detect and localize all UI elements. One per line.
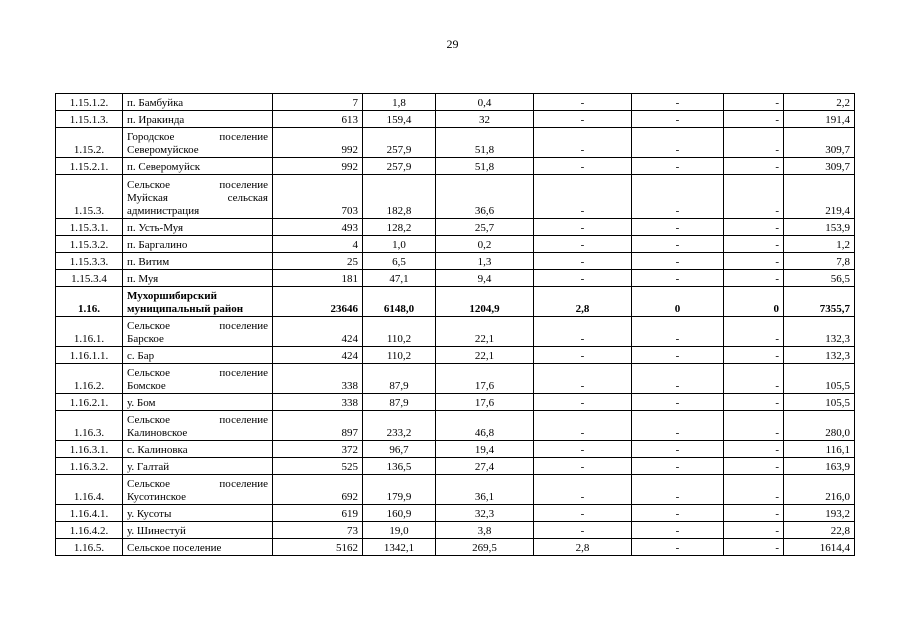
cell-col1: 424: [273, 347, 363, 364]
cell-name: [123, 287, 273, 317]
cell-code: 1.15.2.: [56, 128, 123, 158]
cell-name: [123, 394, 273, 411]
cell-col2: 47,1: [363, 270, 436, 287]
cell-name: [123, 522, 273, 539]
cell-col6: -: [724, 411, 784, 441]
name-line: п. Муя: [127, 273, 159, 285]
name-line: у. Бом: [127, 397, 156, 409]
cell-name: [123, 175, 273, 219]
cell-col3: 51,8: [436, 128, 534, 158]
cell-col4: -: [534, 175, 632, 219]
name-line: у. Кусоты: [127, 508, 172, 520]
cell-col5: -: [632, 270, 724, 287]
cell-col1: 692: [273, 475, 363, 505]
cell-code: 1.16.4.1.: [56, 505, 123, 522]
cell-col2: 96,7: [363, 441, 436, 458]
table-row: [56, 364, 855, 394]
cell-code: 1.15.1.2.: [56, 94, 123, 111]
cell-col6: -: [724, 539, 784, 556]
cell-col4: -: [534, 441, 632, 458]
cell-col4: -: [534, 347, 632, 364]
table-row: [56, 94, 855, 111]
cell-col2: 6,5: [363, 253, 436, 270]
name-line: Барское: [127, 333, 164, 345]
name-line: с. Бар: [127, 350, 155, 362]
cell-col1: 4: [273, 236, 363, 253]
cell-col7: 309,7: [784, 158, 855, 175]
cell-col4: -: [534, 219, 632, 236]
cell-col7: 163,9: [784, 458, 855, 475]
cell-col1: 73: [273, 522, 363, 539]
cell-code: 1.15.3.4: [56, 270, 123, 287]
cell-col1: 992: [273, 128, 363, 158]
cell-name: [123, 347, 273, 364]
cell-col3: 9,4: [436, 270, 534, 287]
cell-col3: 46,8: [436, 411, 534, 441]
cell-col2: 136,5: [363, 458, 436, 475]
cell-code: 1.16.3.: [56, 411, 123, 441]
table-row: [56, 522, 855, 539]
cell-col7: 1,2: [784, 236, 855, 253]
cell-col3: 51,8: [436, 158, 534, 175]
cell-col2: 19,0: [363, 522, 436, 539]
page-number: 29: [446, 37, 459, 51]
cell-col5: -: [632, 475, 724, 505]
cell-code: 1.16.3.1.: [56, 441, 123, 458]
cell-col3: 22,1: [436, 347, 534, 364]
cell-col2: 6148,0: [363, 287, 436, 317]
cell-name: [123, 253, 273, 270]
cell-col3: 0,2: [436, 236, 534, 253]
cell-col1: 703: [273, 175, 363, 219]
cell-col7: 1614,4: [784, 539, 855, 556]
name-line: п. Баргалино: [127, 239, 188, 251]
cell-name: [123, 158, 273, 175]
cell-col4: -: [534, 317, 632, 347]
cell-col3: 1,3: [436, 253, 534, 270]
cell-code: 1.15.3.2.: [56, 236, 123, 253]
cell-col2: 233,2: [363, 411, 436, 441]
cell-col1: 372: [273, 441, 363, 458]
cell-col4: -: [534, 458, 632, 475]
cell-col7: 216,0: [784, 475, 855, 505]
table-row: [56, 475, 855, 505]
cell-col4: -: [534, 522, 632, 539]
cell-col7: 116,1: [784, 441, 855, 458]
cell-col7: 7,8: [784, 253, 855, 270]
cell-code: 1.16.4.: [56, 475, 123, 505]
cell-code: 1.15.2.1.: [56, 158, 123, 175]
name-line: Сельское поселение: [127, 320, 268, 332]
cell-col5: -: [632, 522, 724, 539]
name-line: у. Шинестуй: [127, 525, 186, 537]
cell-name: [123, 505, 273, 522]
name-line: п. Бамбуйка: [127, 97, 184, 109]
cell-col3: 22,1: [436, 317, 534, 347]
cell-col5: -: [632, 505, 724, 522]
table-row: [56, 111, 855, 128]
table-row: [56, 347, 855, 364]
table-row: [56, 270, 855, 287]
name-line: п. Витим: [127, 256, 170, 268]
cell-name: [123, 94, 273, 111]
table-row: [56, 411, 855, 441]
cell-col3: 3,8: [436, 522, 534, 539]
cell-name: [123, 411, 273, 441]
cell-col2: 159,4: [363, 111, 436, 128]
table-row: [56, 287, 855, 317]
cell-col4: -: [534, 236, 632, 253]
cell-name: [123, 236, 273, 253]
cell-code: 1.16.5.: [56, 539, 123, 556]
cell-col3: 36,6: [436, 175, 534, 219]
table-row: [56, 128, 855, 158]
name-line: администрация: [127, 205, 200, 217]
cell-code: 1.16.: [56, 287, 123, 317]
cell-code: 1.15.3.: [56, 175, 123, 219]
cell-code: 1.15.3.1.: [56, 219, 123, 236]
name-line: Сельское поселение: [127, 542, 222, 554]
cell-col7: 105,5: [784, 364, 855, 394]
name-line: Сельское поселение: [127, 367, 268, 379]
cell-col4: -: [534, 270, 632, 287]
table-row: [56, 394, 855, 411]
cell-col4: -: [534, 411, 632, 441]
cell-col6: -: [724, 94, 784, 111]
name-line: Муйская сельская: [127, 192, 268, 204]
name-line: п. Иракинда: [127, 114, 185, 126]
name-line: п. Усть-Муя: [127, 222, 184, 234]
cell-col1: 525: [273, 458, 363, 475]
cell-col4: 2,8: [534, 287, 632, 317]
name-line: Сельское поселение: [127, 179, 268, 191]
cell-col5: -: [632, 158, 724, 175]
cell-col6: -: [724, 475, 784, 505]
cell-col5: -: [632, 219, 724, 236]
cell-col5: -: [632, 175, 724, 219]
name-line: Кусотинское: [127, 491, 187, 503]
cell-col5: -: [632, 236, 724, 253]
table-row: [56, 505, 855, 522]
name-line: п. Северомуйск: [127, 161, 201, 173]
cell-col5: -: [632, 364, 724, 394]
name-line: у. Галтай: [127, 461, 170, 473]
cell-col3: 269,5: [436, 539, 534, 556]
cell-col2: 1,0: [363, 236, 436, 253]
table-row: [56, 158, 855, 175]
cell-col4: -: [534, 94, 632, 111]
cell-col2: 128,2: [363, 219, 436, 236]
cell-col6: -: [724, 522, 784, 539]
cell-col4: -: [534, 253, 632, 270]
cell-col1: 181: [273, 270, 363, 287]
table-body: [56, 94, 855, 556]
cell-col2: 257,9: [363, 158, 436, 175]
table-row: [56, 458, 855, 475]
name-line: муниципальный район: [127, 303, 244, 315]
data-table: [55, 93, 855, 556]
cell-col7: 132,3: [784, 317, 855, 347]
cell-col1: 897: [273, 411, 363, 441]
cell-col2: 182,8: [363, 175, 436, 219]
cell-col6: -: [724, 111, 784, 128]
cell-name: [123, 539, 273, 556]
cell-col1: 23646: [273, 287, 363, 317]
name-line: Сельское поселение: [127, 414, 268, 426]
cell-col1: 992: [273, 158, 363, 175]
cell-col1: 619: [273, 505, 363, 522]
cell-col7: 309,7: [784, 128, 855, 158]
cell-col2: 87,9: [363, 364, 436, 394]
cell-col7: 219,4: [784, 175, 855, 219]
cell-col6: -: [724, 270, 784, 287]
cell-col3: 17,6: [436, 394, 534, 411]
cell-col1: 25: [273, 253, 363, 270]
name-line: Мухоршибирский: [127, 290, 217, 302]
cell-col2: 1342,1: [363, 539, 436, 556]
cell-col7: 22,8: [784, 522, 855, 539]
cell-col3: 17,6: [436, 364, 534, 394]
cell-col6: -: [724, 458, 784, 475]
table-row: [56, 219, 855, 236]
cell-col6: -: [724, 505, 784, 522]
cell-col4: -: [534, 128, 632, 158]
cell-col3: 1204,9: [436, 287, 534, 317]
cell-col5: -: [632, 458, 724, 475]
cell-code: 1.16.2.1.: [56, 394, 123, 411]
cell-col6: -: [724, 394, 784, 411]
cell-col4: -: [534, 158, 632, 175]
cell-col2: 257,9: [363, 128, 436, 158]
cell-col3: 0,4: [436, 94, 534, 111]
table-row: [56, 236, 855, 253]
cell-col5: -: [632, 128, 724, 158]
name-line: Сельское поселение: [127, 478, 268, 490]
cell-col5: -: [632, 317, 724, 347]
cell-col1: 7: [273, 94, 363, 111]
table-row: [56, 539, 855, 556]
cell-name: [123, 458, 273, 475]
cell-col7: 132,3: [784, 347, 855, 364]
cell-name: [123, 364, 273, 394]
cell-col5: -: [632, 394, 724, 411]
cell-col4: -: [534, 364, 632, 394]
cell-col6: -: [724, 364, 784, 394]
cell-col5: -: [632, 539, 724, 556]
cell-name: [123, 270, 273, 287]
cell-col6: -: [724, 236, 784, 253]
cell-col3: 32: [436, 111, 534, 128]
cell-col1: 338: [273, 364, 363, 394]
name-line: Городское поселение: [127, 131, 268, 143]
cell-name: [123, 317, 273, 347]
cell-col6: -: [724, 158, 784, 175]
cell-code: 1.16.3.2.: [56, 458, 123, 475]
cell-name: [123, 128, 273, 158]
cell-col6: -: [724, 128, 784, 158]
cell-col1: 493: [273, 219, 363, 236]
cell-col3: 19,4: [436, 441, 534, 458]
table-row: [56, 317, 855, 347]
name-line: Северомуйское: [127, 144, 199, 156]
cell-code: 1.16.2.: [56, 364, 123, 394]
cell-col5: 0: [632, 287, 724, 317]
cell-col1: 338: [273, 394, 363, 411]
table-row: [56, 175, 855, 219]
cell-col5: -: [632, 347, 724, 364]
cell-col5: -: [632, 111, 724, 128]
cell-col5: -: [632, 253, 724, 270]
cell-code: 1.15.3.3.: [56, 253, 123, 270]
cell-code: 1.16.1.1.: [56, 347, 123, 364]
cell-name: [123, 111, 273, 128]
cell-code: 1.16.1.: [56, 317, 123, 347]
cell-col5: -: [632, 441, 724, 458]
cell-col7: 7355,7: [784, 287, 855, 317]
cell-col7: 191,4: [784, 111, 855, 128]
name-line: с. Калиновка: [127, 444, 188, 456]
table-row: [56, 253, 855, 270]
cell-col1: 5162: [273, 539, 363, 556]
cell-col6: -: [724, 317, 784, 347]
cell-col2: 110,2: [363, 317, 436, 347]
name-line: Калиновское: [127, 427, 188, 439]
cell-col7: 193,2: [784, 505, 855, 522]
cell-col6: -: [724, 253, 784, 270]
cell-name: [123, 219, 273, 236]
cell-col7: 153,9: [784, 219, 855, 236]
cell-col6: -: [724, 441, 784, 458]
cell-col6: -: [724, 219, 784, 236]
cell-col3: 36,1: [436, 475, 534, 505]
cell-col5: -: [632, 411, 724, 441]
cell-col2: 160,9: [363, 505, 436, 522]
cell-col3: 32,3: [436, 505, 534, 522]
cell-col2: 1,8: [363, 94, 436, 111]
cell-col5: -: [632, 94, 724, 111]
cell-name: [123, 441, 273, 458]
cell-col6: -: [724, 347, 784, 364]
cell-col2: 110,2: [363, 347, 436, 364]
cell-col4: -: [534, 475, 632, 505]
cell-col7: 280,0: [784, 411, 855, 441]
cell-col4: -: [534, 394, 632, 411]
cell-col3: 27,4: [436, 458, 534, 475]
cell-col6: 0: [724, 287, 784, 317]
name-line: Бомское: [127, 380, 166, 392]
cell-col4: 2,8: [534, 539, 632, 556]
cell-code: 1.15.1.3.: [56, 111, 123, 128]
cell-col1: 613: [273, 111, 363, 128]
cell-code: 1.16.4.2.: [56, 522, 123, 539]
cell-col1: 424: [273, 317, 363, 347]
cell-col2: 87,9: [363, 394, 436, 411]
cell-name: [123, 475, 273, 505]
cell-col6: -: [724, 175, 784, 219]
cell-col7: 56,5: [784, 270, 855, 287]
cell-col3: 25,7: [436, 219, 534, 236]
cell-col7: 105,5: [784, 394, 855, 411]
cell-col2: 179,9: [363, 475, 436, 505]
table-row: [56, 441, 855, 458]
cell-col4: -: [534, 111, 632, 128]
cell-col4: -: [534, 505, 632, 522]
cell-col7: 2,2: [784, 94, 855, 111]
